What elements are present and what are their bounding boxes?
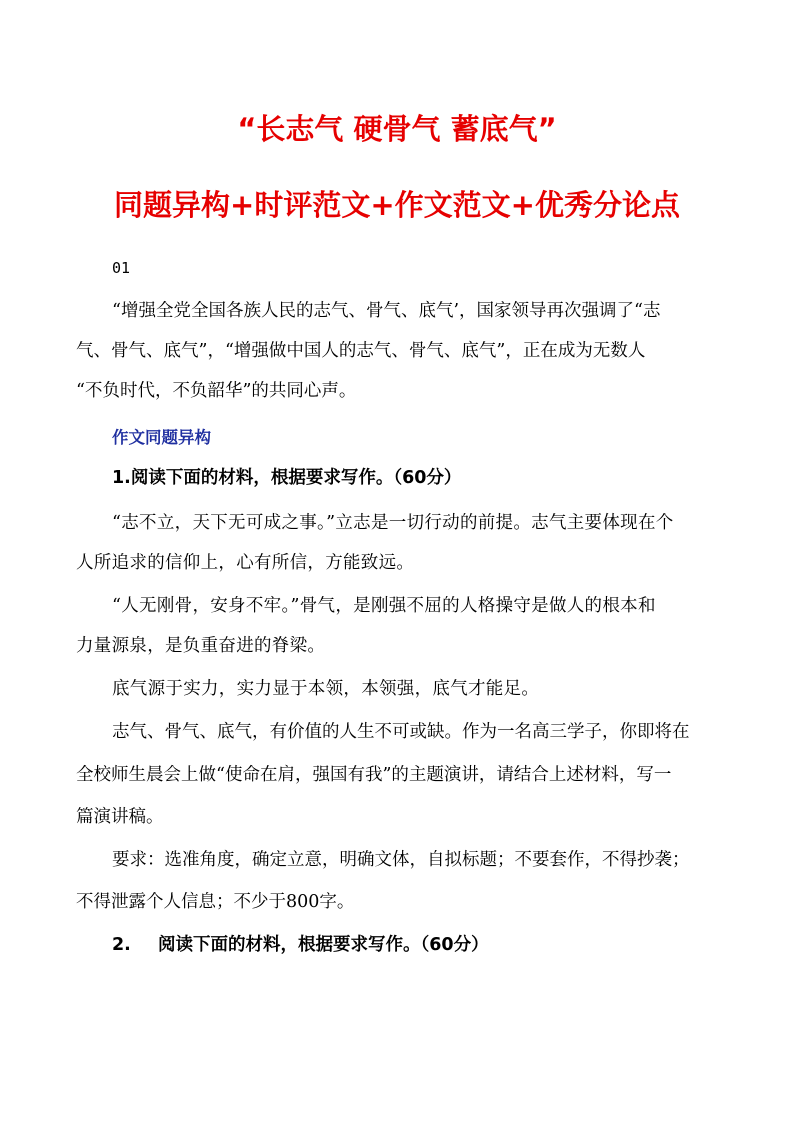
material-line-3: “人无刚骨，安身不牢。”骨气，是刚强不屈的人格操守是做人的根本和 xyxy=(112,596,656,616)
task-line-2: 全校师生晨会上做“使命在肩，强国有我”的主题演讲，请结合上述材料，写一 xyxy=(76,765,672,785)
intro-line-3: “不负时代，不负韶华”的共同心声。 xyxy=(76,381,357,401)
task-line-3: 篇演讲稿。 xyxy=(76,807,164,827)
material-line-2: 人所追求的信仰上，心有所信，方能致远。 xyxy=(76,553,415,573)
material-line-5: 底气源于实力，实力显于本领，本领强，底气才能足。 xyxy=(112,679,540,699)
requirement-line-2: 不得泄露个人信息；不少于800字。 xyxy=(76,892,355,912)
question-2-number: 2. xyxy=(112,935,131,955)
question-2-heading: 阅读下面的材料，根据要求写作。（60分） xyxy=(158,935,489,955)
section-subheading: 作文同题异构 xyxy=(112,428,211,447)
intro-line-2: 气、骨气、底气”，“增强做中国人的志气、骨气、底气”，正在成为无数人 xyxy=(76,341,646,361)
material-line-1: “志不立，天下无可成之事。”立志是一切行动的前提。志气主要体现在个 xyxy=(112,513,674,533)
document-title: “长志气 硬骨气 蓄底气” xyxy=(237,112,557,146)
document-subtitle: 同题异构+时评范文+作文范文+优秀分论点 xyxy=(114,188,680,222)
material-line-4: 力量源泉，是负重奋进的脊梁。 xyxy=(76,636,326,656)
intro-line-1: “增强全党全国各族人民的志气、骨气、底气’，国家领导再次强调了“志 xyxy=(112,301,661,321)
requirement-line-1: 要求：选准角度，确定立意，明确文体，自拟标题；不要套作，不得抄袭； xyxy=(112,850,690,870)
question-1-heading: 1.阅读下面的材料，根据要求写作。（60分） xyxy=(112,468,462,488)
section-number: 01 xyxy=(112,259,131,277)
task-line-1: 志气、骨气、底气，有价值的人生不可或缺。作为一名高三学子，你即将在 xyxy=(112,722,690,742)
